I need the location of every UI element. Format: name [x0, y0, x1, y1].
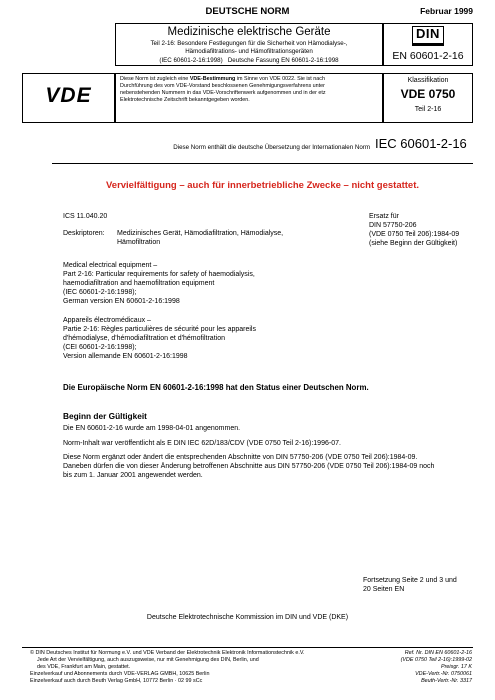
descriptors-line-2: Hämofiltration	[117, 239, 161, 246]
status-statement: Die Europäische Norm EN 60601-2-16:1998 hat den Status einer Deutschen Norm.	[63, 383, 369, 392]
title-sub-2: Hämodiafiltrations- und Hämofiltrationsgeräten	[185, 48, 313, 55]
klassifikation-label: Klassifikation	[407, 77, 449, 84]
footer-references: Ref. Nr. DIN EN 60601-2-16 (VDE 0750 Teil 2-16):1999-02 Preisgr. 17 K VDE-Vertr.-Nr. 0750061 Beuth-Vertr.-Nr. 3317	[400, 650, 472, 684]
teil: Teil 2-16	[414, 106, 442, 113]
title-sub-1: Teil 2-16: Besondere Festlegungen für die Sicherheit von Hämodialyse-,	[150, 40, 348, 47]
commission: Deutsche Elektrotechnische Kommission im DIN und VDE (DKE)	[146, 614, 349, 621]
norm-type: DEUTSCHE NORM	[205, 6, 290, 17]
validity-p3: Diese Norm ergänzt oder ändert die entsprechenden Abschnitte von DIN 57750-206 (VDE 0750 Teil 206):1984-09. Daneben dürfen die von dieser Änderung betroffenen Abschnitte aus DIN 57750-206 (VDE 0750 Teil 206):1984-09 noch bis zum 1. Januar 2001 angewendet werden.	[63, 454, 435, 479]
ics: ICS 11.040.20	[63, 213, 108, 220]
translation-text: Diese Norm enthält die deutsche Übersetzung der Internationalen Norm	[173, 144, 370, 151]
validity-p1: Die EN 60601-2-16 wurde am 1998-04-01 angenommen.	[63, 425, 241, 432]
footer-divider	[22, 647, 473, 648]
date: Februar 1999	[420, 6, 473, 16]
continuation: Fortsetzung Seite 2 und 3 und 20 Seiten EN	[363, 577, 457, 593]
english-title: Medical electrical equipment – Part 2-16: Particular requirements for safety of haemodialysis, haemodiafiltration and haemofiltration equipment (IEC 60601-2-16:1998); German version EN 60601-2-16:1998	[63, 262, 255, 305]
title-sub-3: (IEC 60601-2-16:1998) Deutsche Fassung EN 60601-2-16:1998	[159, 57, 339, 64]
din-logo: DIN	[412, 26, 444, 46]
validity-p2: Norm-Inhalt war veröffentlicht als E DIN IEC 62D/183/CDV (VDE 0750 Teil 2-16):1996-07.	[63, 440, 341, 447]
footer-copyright: © DIN Deutsches Institut für Normung e.V. und VDE Verband der Elektrotechnik Elektronik Informationstechnik e.V. Jede Art der Vervielfältigung, auch auszugsweise, nur mit Genehmigung des DIN, Berlin, und des VDE, Frankfurt am Main, gestattet. Einzelverkauf und Abonnements durch VDE-VERLAG GMBH, 10625 Berlin Einzelverkauf auch durch Beuth Verlag GmbH, 10772 Berlin · 02 99 sCc	[30, 650, 305, 684]
validity-heading: Beginn der Gültigkeit	[63, 411, 147, 421]
vde-note: Diese Norm ist zugleich eine VDE-Bestimmung im Sinne von VDE 0022. Sie ist nach Durchführung des vom VDE-Vorstand beschlossenen Genehmigungsverfahrens unter nebenstehenden Nummern in das VDE-Vorschriftenwerk aufgenommen und in der etz Elektrotechnische Zeitschrift bekanntgegeben worden.	[120, 76, 326, 103]
din-number: EN 60601-2-16	[392, 50, 464, 62]
descriptors-label: Deskriptoren:	[63, 230, 105, 237]
reproduction-warning: Vervielfältigung – auch für innerbetriebliche Zwecke – nicht gestattet.	[105, 180, 420, 191]
vde-logo: VDE	[45, 84, 92, 107]
replaces-block: Ersatz für DIN 57750-206 (VDE 0750 Teil 206):1984-09 (siehe Beginn der Gültigkeit)	[369, 213, 460, 247]
french-title: Appareils électromédicaux – Partie 2-16: Règles particulières de sécurité pour les appareils d'hémodialyse, d'hémodiafiltration et d'hémofiltration (CEI 60601-2-16:1998); Version allemande EN 60601-2-16:1998	[63, 317, 256, 360]
divider	[52, 163, 473, 164]
iec-number: IEC 60601-2-16	[375, 136, 467, 151]
descriptors-line-1: Medizinisches Gerät, Hämodiafiltration, Hämodialyse,	[117, 230, 284, 237]
title-main: Medizinische elektrische Geräte	[167, 26, 331, 38]
klassifikation-value: VDE 0750	[400, 87, 456, 101]
